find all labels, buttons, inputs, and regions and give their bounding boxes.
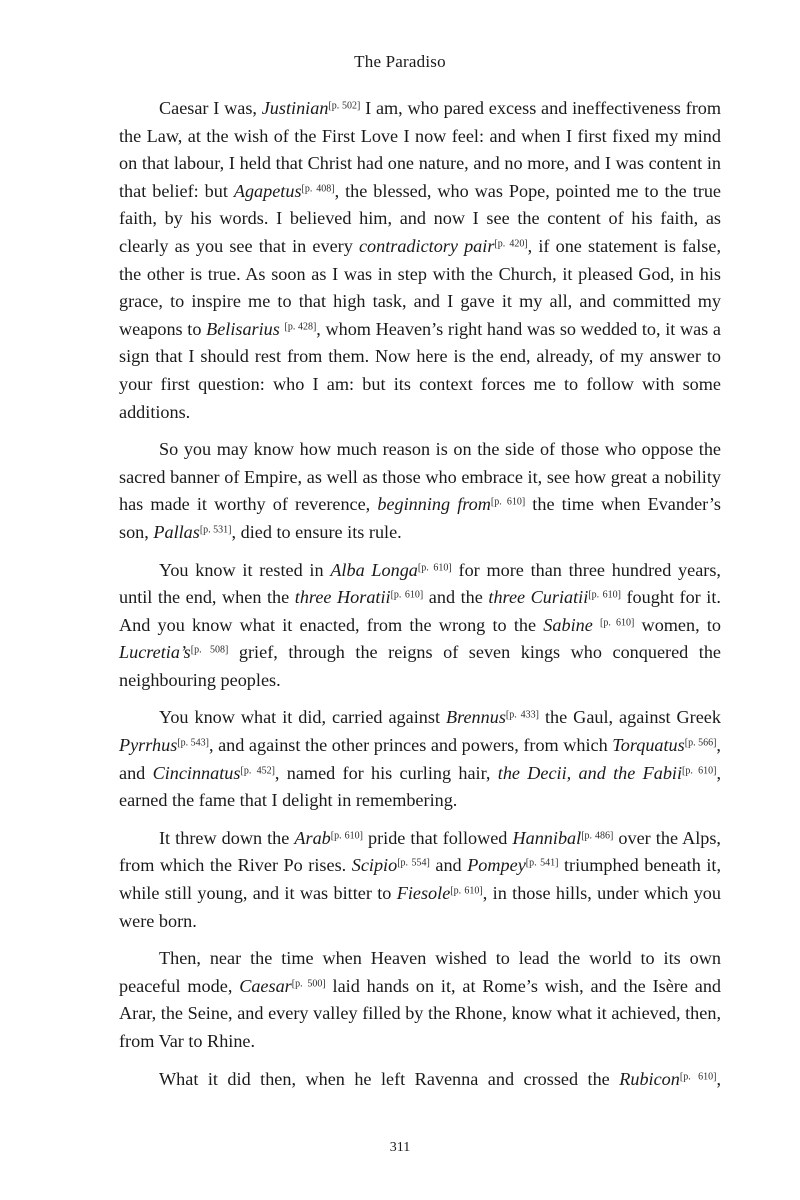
text-run: So you may know how much reason is on the side of those who oppose the sacred banner of Empire, as well as those who embrace it, see how great a nobility has made it worthy of reverence, <box>119 439 721 515</box>
running-head: The Paradiso <box>354 52 446 71</box>
text-run <box>593 615 600 635</box>
italic-term: Justinian <box>261 98 329 118</box>
italic-term: Alba Longa <box>330 559 418 580</box>
text-run: I am, who pared excess and ineffectiveness from the Law, at the wish of the First Love I now feel: and when I first fixed my mind on that labour, I held that Christ had one nature, and no more, and I was content in that belief: but <box>119 98 721 201</box>
italic-term: Caesar <box>239 975 292 996</box>
page-reference-link[interactable]: [p. 531] <box>199 524 232 536</box>
page-reference-link[interactable]: [p. 610] <box>330 830 363 842</box>
italic-term: Sabine <box>543 614 593 635</box>
page-reference-link[interactable]: [p. 610] <box>682 765 717 777</box>
page-reference-link[interactable]: [p. 610] <box>679 1071 717 1083</box>
italic-term: beginning from <box>377 494 491 515</box>
text-run: , earned the fame that I delight in remembering. <box>119 762 721 811</box>
paragraph <box>119 825 721 935</box>
italic-term: Belisarius <box>206 318 280 339</box>
paragraph <box>119 95 721 426</box>
italic-term: the Decii, and the Fabii <box>497 762 683 783</box>
text-run: , in those hills, under which you were born. <box>119 883 721 931</box>
italic-term: three Horatii <box>294 587 391 608</box>
text-run: , died to ensure its rule. <box>231 521 402 542</box>
text-run: , the blessed, who was Pope, pointed me to the true faith, by his words. I believed him, and now I see the content of his faith, as clearly as you see that in every <box>119 180 721 256</box>
text-run: for more than three hundred years, until the end, when the <box>119 559 721 608</box>
page-reference-link[interactable]: [p. 452] <box>240 765 275 777</box>
page-reference-link[interactable]: [p. 502] <box>328 100 361 112</box>
text-run: the Gaul, against Greek <box>539 707 721 728</box>
italic-term: Scipio <box>351 855 398 876</box>
page-reference-link[interactable]: [p. 554] <box>397 857 430 869</box>
text-run: What it did then, when he left Ravenna and crossed the <box>159 1068 620 1089</box>
text-run: , and against the other princes and powers, from which <box>208 735 613 756</box>
italic-term: Arab <box>294 827 331 848</box>
text-run: the time when Evander’s son, <box>119 494 721 542</box>
page-reference-link[interactable]: [p. 543] <box>177 737 209 749</box>
page-reference-link[interactable]: [p. 610] <box>490 496 526 508</box>
text-run: Then, near the time when Heaven wished to lead the world to its own peaceful mode, <box>119 948 721 996</box>
italic-term: Cincinnatus <box>152 762 241 783</box>
italic-term: contradictory pair <box>358 235 495 256</box>
text-run: , whom Heaven’s right hand was so wedded to, it was a sign that I should rest from them. Now here is the end, already, of my answer to your first question: who I am: but its context forces me to follow with some additions. <box>119 318 721 422</box>
page-reference-link[interactable]: [p. 500] <box>291 978 326 990</box>
page-reference-link[interactable]: [p. 420] <box>494 238 528 250</box>
text-run: You know it rested in <box>159 559 331 580</box>
text-run: Caesar I was, <box>159 98 262 118</box>
page-reference-link[interactable]: [p. 610] <box>600 617 635 629</box>
paragraph <box>119 704 721 814</box>
text-run: , and <box>119 735 721 783</box>
italic-term: Torquatus <box>612 735 685 756</box>
page-number: 311 <box>389 1140 411 1155</box>
text-run: triumphed beneath it, while still young, and it was bitter to <box>119 855 721 904</box>
italic-term: Pallas <box>153 521 200 542</box>
page-reference-link[interactable]: [p. 408] <box>301 183 335 195</box>
page-reference-link[interactable]: [p. 433] <box>505 709 540 721</box>
italic-term: Rubicon <box>619 1068 680 1089</box>
body-text <box>119 95 721 1093</box>
page-reference-link[interactable]: [p. 610] <box>450 885 483 897</box>
text-run: and the <box>423 587 489 608</box>
paragraph <box>119 945 721 1055</box>
italic-term: Hannibal <box>512 827 582 848</box>
text-run: It threw down the <box>159 827 295 848</box>
page-reference-link[interactable]: [p. 541] <box>525 857 559 869</box>
italic-term: Brennus <box>445 707 506 728</box>
page-reference-link[interactable]: [p. 610] <box>588 589 621 601</box>
text-run: laid hands on it, at Rome’s wish, and the Isère and Arar, the Seine, and every valley filled by the Rhone, know what it achieved, then, from Var to Rhine. <box>119 975 722 1051</box>
page-reference-link[interactable]: [p. 508] <box>190 644 229 656</box>
page-reference-link[interactable]: [p. 486] <box>581 830 614 842</box>
page-reference-link[interactable]: [p. 610] <box>390 589 424 601</box>
text-run: pride that followed <box>362 827 513 848</box>
paragraph <box>119 436 721 546</box>
page-reference-link[interactable]: [p. 610] <box>417 562 452 573</box>
text-run: women, to <box>634 614 721 635</box>
paragraph <box>119 557 721 695</box>
text-run: , <box>716 1068 721 1089</box>
italic-term: Agapetus <box>233 180 302 201</box>
paragraph <box>119 1066 721 1094</box>
page-reference-link[interactable]: [p. 428] <box>284 321 317 333</box>
italic-term: Fiesole <box>396 883 451 904</box>
italic-term: three Curiatii <box>488 587 589 608</box>
text-run: fought for it. And you know what it enacted, from the wrong to the <box>119 587 721 635</box>
italic-term: Pyrrhus <box>119 735 178 756</box>
text-run: , if one statement is false, the other is true. As soon as I was in step with the Church, it pleased God, in his grace, to inspire me to that high task, and I gave it my all, and committed my weapons to <box>119 235 722 339</box>
italic-term: Pompey <box>467 855 526 876</box>
italic-term: Lucretia’s <box>119 642 191 663</box>
page-reference-link[interactable]: [p. 566] <box>684 737 717 749</box>
text-run: , named for his curling hair, <box>274 762 498 783</box>
text-run: You know what it did, carried against <box>159 707 446 728</box>
text-run: over the Alps, from which the River Po rises. <box>119 827 721 876</box>
text-run: grief, through the reigns of seven kings who conquered the neighbouring peoples. <box>119 642 721 690</box>
text-run: and <box>429 855 468 876</box>
